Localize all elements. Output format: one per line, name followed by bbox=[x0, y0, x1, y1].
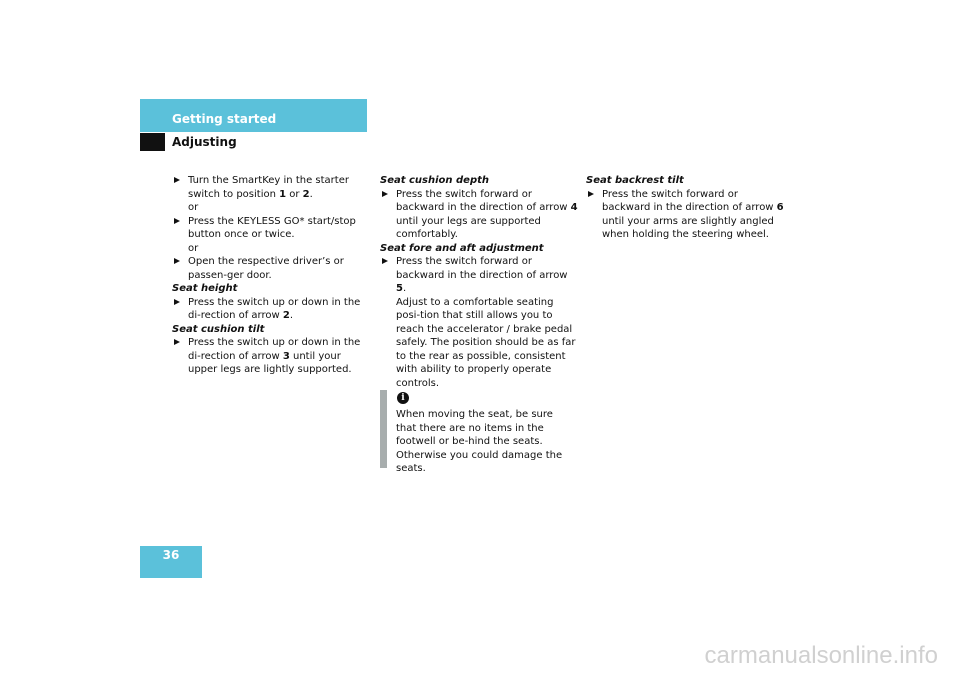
subsection-marker bbox=[140, 133, 165, 151]
bullet-arrow-icon bbox=[174, 299, 180, 305]
note-text: When moving the seat, be sure that there are no items in the footwell or be-hind the seats. Otherwise you could damage the seats. bbox=[396, 409, 563, 474]
bullet-keyless-go: Press the KEYLESS GO* start/stop button once or twice. or bbox=[172, 215, 372, 256]
bullet-smartkey: Turn the SmartKey in the starter switch to position 1 or 2. or bbox=[172, 174, 372, 215]
bullet-backrest-tilt: Press the switch forward or backward in the direction of arrow 6 until your arms are slightly angled when holding the steering wheel. bbox=[586, 188, 786, 242]
position-number: 2 bbox=[302, 188, 310, 200]
heading-cushion-depth: Seat cushion depth bbox=[380, 175, 490, 186]
arrow-number: 4 bbox=[570, 202, 578, 213]
section-title: Getting started bbox=[172, 112, 277, 126]
bullet-open-door: Open the respective driver’s or passen-ger door. bbox=[172, 255, 372, 282]
column-1 bbox=[172, 174, 372, 377]
page-number: 36 bbox=[162, 548, 180, 562]
column-2 bbox=[380, 174, 580, 390]
or-text: or bbox=[188, 242, 199, 254]
position-number: 1 bbox=[279, 188, 287, 200]
watermark: carmanualsonline.info bbox=[704, 642, 938, 669]
heading-backrest-tilt: Seat backrest tilt bbox=[586, 175, 684, 186]
arrow-number: 6 bbox=[776, 202, 784, 213]
bullet-cushion-tilt: Press the switch up or down in the di-rection of arrow 3 until your upper legs are lightly supported. bbox=[172, 336, 372, 377]
heading-fore-aft: Seat fore and aft adjustment bbox=[380, 242, 544, 254]
bullet-fore-aft: Press the switch forward or backward in the direction of arrow 5. bbox=[380, 255, 580, 296]
heading-cushion-tilt: Seat cushion tilt bbox=[172, 323, 265, 335]
column-3 bbox=[586, 174, 786, 242]
bullet-arrow-icon bbox=[174, 218, 180, 224]
arrow-number: 5 bbox=[396, 283, 403, 294]
subsection-title: Adjusting bbox=[172, 135, 237, 149]
bullet-seat-height: Press the switch up or down in the di-rection of arrow 2. bbox=[172, 296, 372, 323]
bullet-cushion-depth: Press the switch forward or backward in the direction of arrow 4 until your legs are supported comfortably. bbox=[380, 188, 580, 242]
bullet-arrow-icon bbox=[174, 177, 180, 183]
bullet-arrow-icon bbox=[588, 191, 594, 197]
arrow-number: 2 bbox=[282, 310, 290, 321]
bullet-arrow-icon bbox=[174, 339, 180, 345]
heading-seat-height: Seat height bbox=[172, 283, 238, 294]
bullet-arrow-icon bbox=[382, 191, 388, 197]
note-bar bbox=[380, 390, 387, 468]
arrow-number: 3 bbox=[282, 350, 290, 362]
fore-aft-paragraph: Adjust to a comfortable seating posi-tion that still allows you to reach the accelerator / brake pedal safely. The position should be as far to the rear as possible, consistent with ability to properly operate controls. bbox=[396, 296, 576, 389]
bullet-arrow-icon bbox=[174, 258, 180, 264]
info-icon: i bbox=[397, 392, 409, 404]
or-text: or bbox=[188, 202, 199, 213]
bullet-arrow-icon bbox=[382, 258, 388, 264]
